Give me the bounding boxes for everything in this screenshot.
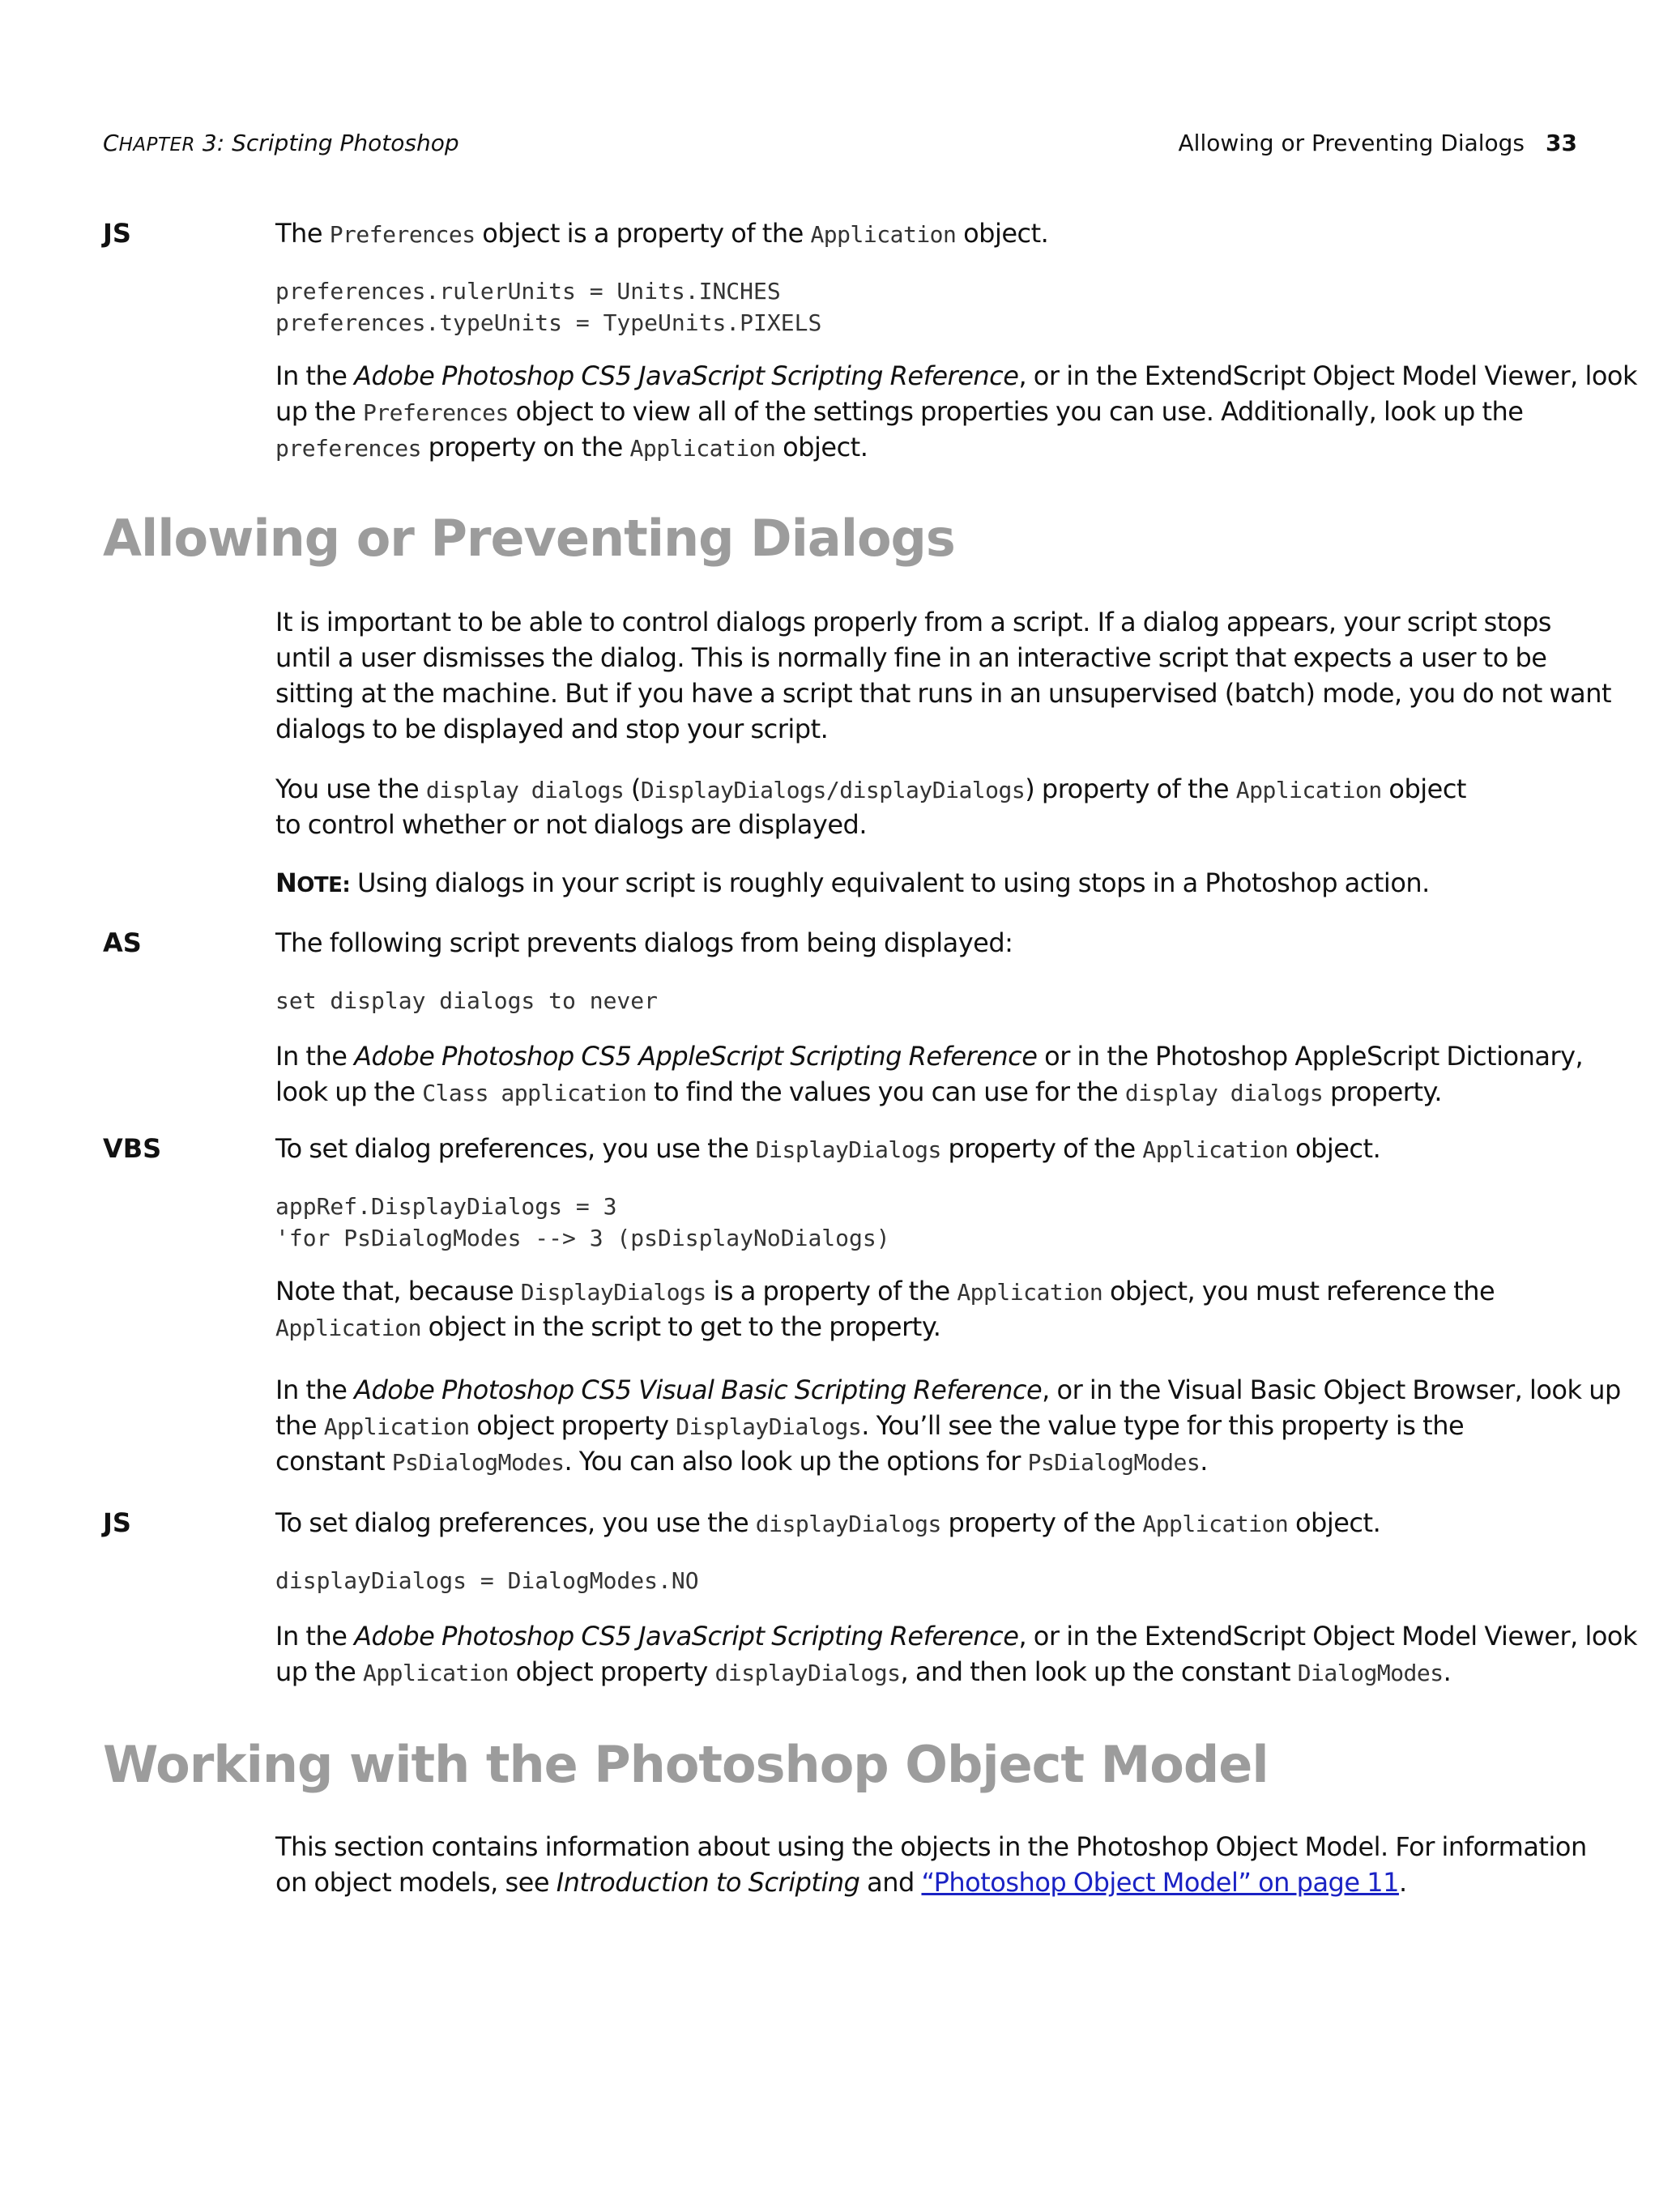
language-label-js: JS	[103, 218, 131, 249]
paragraph: The Preferences object is a property of the Application object.	[275, 218, 1049, 249]
running-head	[103, 130, 1577, 162]
code-block: preferences.rulerUnits = Units.INCHES preferences.typeUnits = TypeUnits.PIXELS	[275, 278, 822, 336]
section-heading: Working with the Photoshop Object Model	[103, 1735, 1269, 1794]
paragraph: In the Adobe Photoshop CS5 JavaScript Scripting Reference, or in the ExtendScript Object Model Viewer, look up the Preferences object to view all of the settings properties you can use. Additionally, look up the preferences property on the Application object.	[275, 360, 1638, 462]
language-label-js: JS	[103, 1507, 131, 1538]
paragraph: You use the display dialogs (DisplayDialogs/displayDialogs) property of the Application object to control whether or not dialogs are displayed.	[275, 774, 1466, 840]
photoshop-object-model-link[interactable]: “Photoshop Object Model” on page 11	[921, 1867, 1399, 1898]
paragraph: Note that, because DisplayDialogs is a property of the Application object, you must reference the Application object in the script to get to the property.	[275, 1276, 1495, 1342]
paragraph: The following script prevents dialogs from being displayed:	[275, 927, 1013, 958]
paragraph: In the Adobe Photoshop CS5 JavaScript Scripting Reference, or in the ExtendScript Object Model Viewer, look up the Application object property displayDialogs, and then look up the constant DialogModes.	[275, 1621, 1638, 1687]
paragraph: In the Adobe Photoshop CS5 AppleScript Scripting Reference or in the Photoshop AppleScript Dictionary, look up the Class application to find the values you can use for the display dialogs property.	[275, 1041, 1584, 1107]
chapter-title: CHAPTER 3: Scripting Photoshop	[103, 130, 459, 156]
note: NOTE: Using dialogs in your script is roughly equivalent to using stops in a Photoshop action.	[275, 867, 1430, 898]
page-number: 33	[1546, 130, 1577, 156]
section-heading: Allowing or Preventing Dialogs	[103, 509, 955, 568]
paragraph: This section contains information about using the objects in the Photoshop Object Model. For information on object models, see Introduction to Scripting and “Photoshop Object Model” on page 11.	[275, 1831, 1587, 1898]
code-block: set display dialogs to never	[275, 987, 659, 1014]
paragraph: To set dialog preferences, you use the displayDialogs property of the Application object.	[275, 1507, 1381, 1538]
language-label-as: AS	[103, 927, 142, 958]
code-block: displayDialogs = DialogModes.NO	[275, 1567, 699, 1594]
language-label-vbs: VBS	[103, 1133, 162, 1164]
note-label: NOTE:	[275, 867, 351, 898]
paragraph: To set dialog preferences, you use the DisplayDialogs property of the Application object.	[275, 1133, 1381, 1164]
paragraph: In the Adobe Photoshop CS5 Visual Basic Scripting Reference, or in the Visual Basic Object Browser, look up the Application object property DisplayDialogs. You’ll see the value type for this property is the constant PsDialogModes. You can also look up the options for PsDialogModes.	[275, 1375, 1621, 1477]
paragraph: It is important to be able to control dialogs properly from a script. If a dialog appears, your script stops until a user dismisses the dialog. This is normally fine in an interactive script that expects a user to be sitting at the machine. But if you have a script that runs in an unsupervised (batch) mode, you do not want dialogs to be displayed and stop your script.	[275, 607, 1612, 744]
section-title: Allowing or Preventing Dialogs 33	[1178, 130, 1577, 156]
code-block: appRef.DisplayDialogs = 3 'for PsDialogModes --> 3 (psDisplayNoDialogs)	[275, 1193, 890, 1251]
